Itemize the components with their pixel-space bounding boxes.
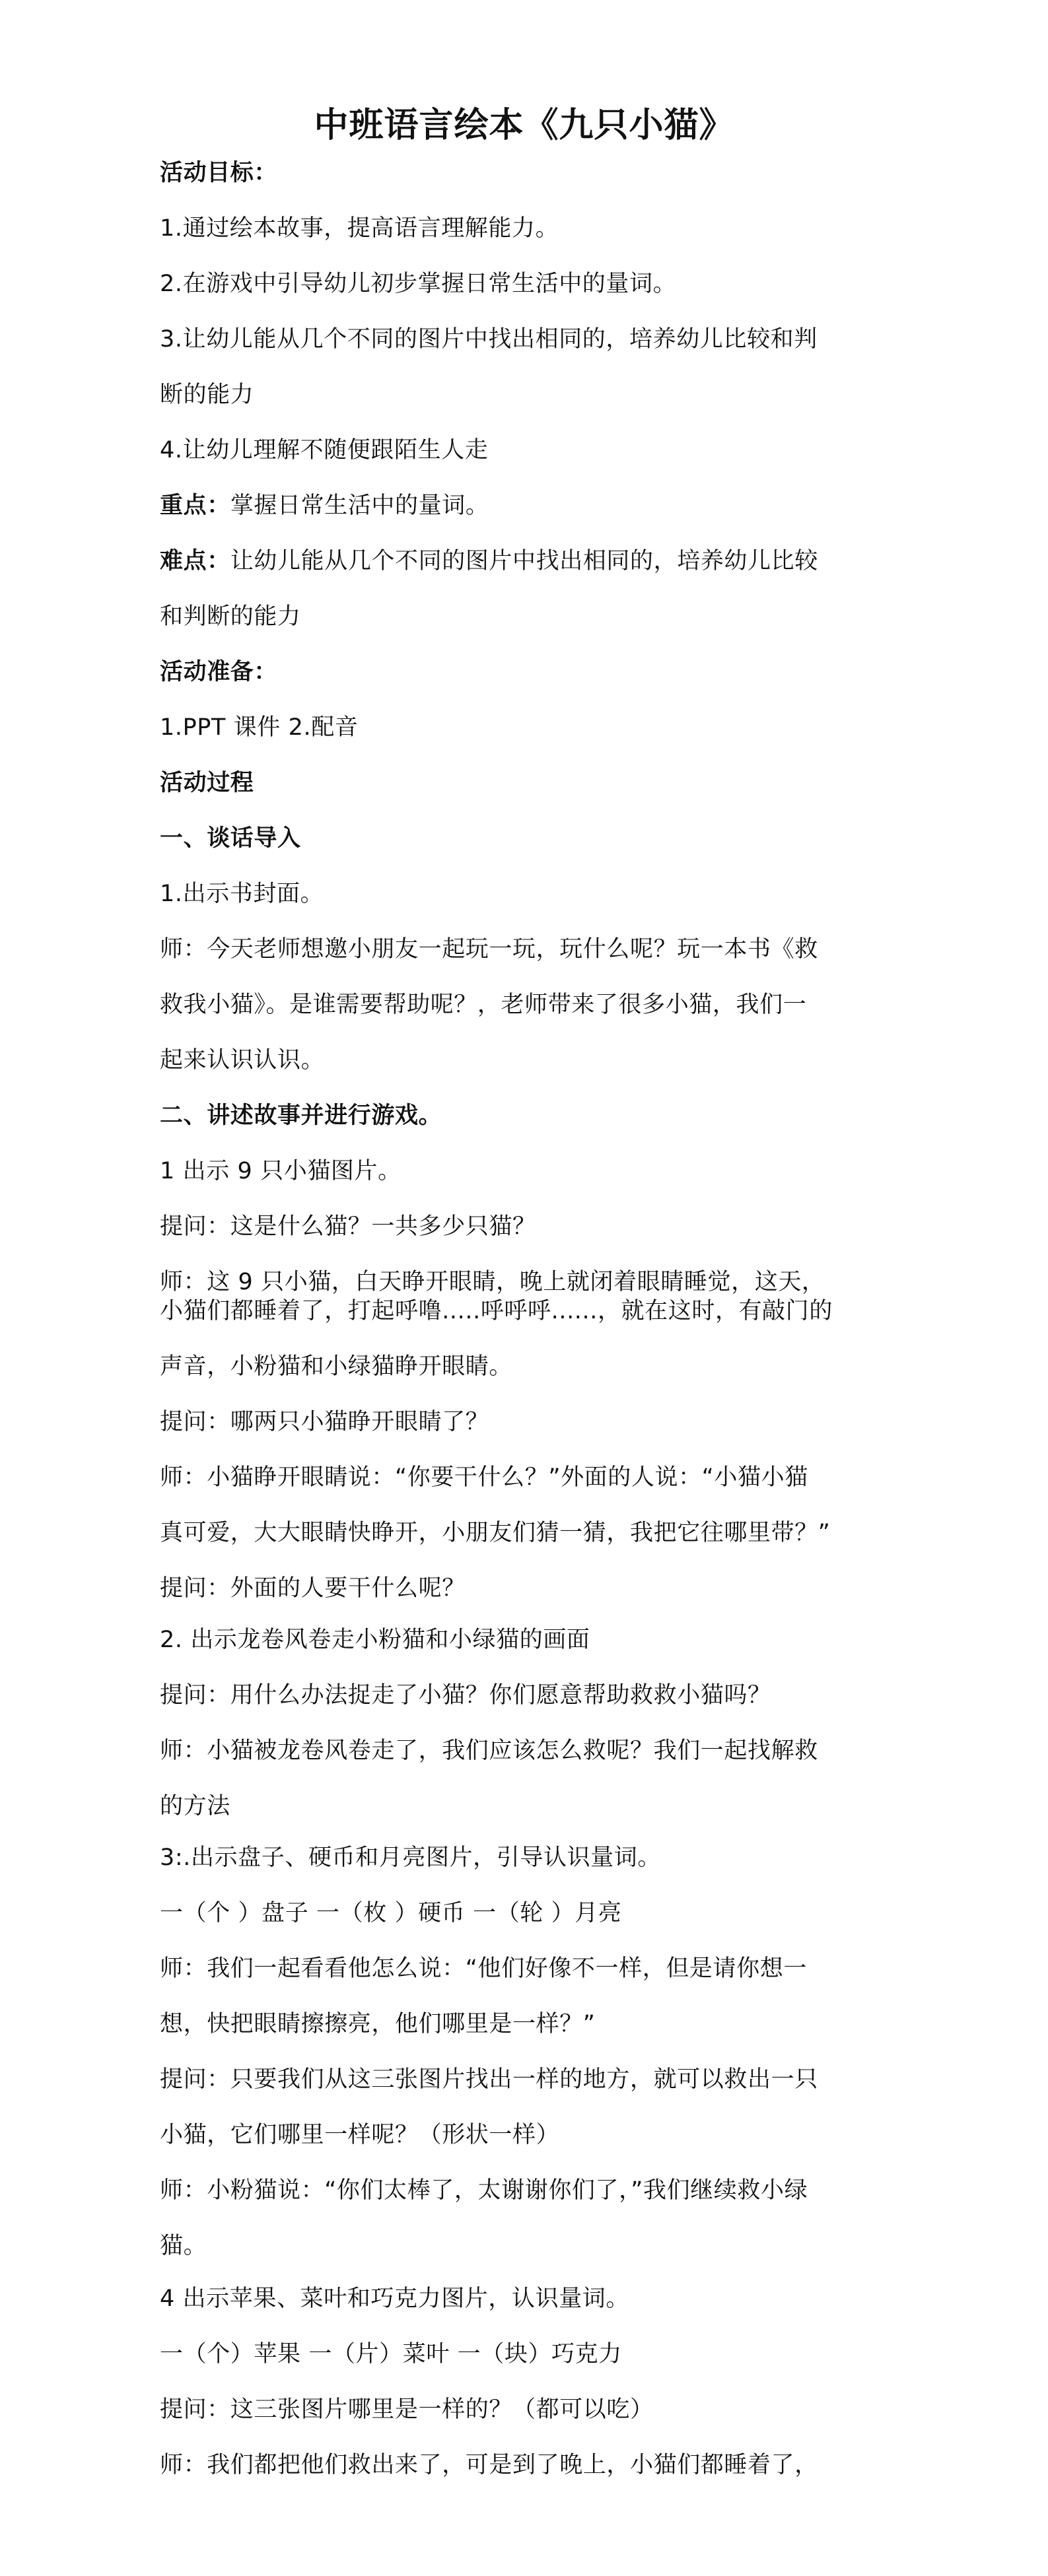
goal-item: 3.让幼儿能从几个不同的图片中找出相同的，培养幼儿比较和判 — [160, 326, 818, 353]
section2-line: 想，快把眼睛擦擦亮，他们哪里是一样？” — [160, 2011, 596, 2037]
section1-line: 救我小猫》。是谁需要帮助呢？，老师带来了很多小猫，我们一 — [160, 992, 807, 1018]
section2-line: 4 出示苹果、菜叶和巧克力图片，认识量词。 — [160, 2286, 629, 2312]
section1-line: 1.出示书封面。 — [160, 881, 324, 907]
difficulty — [160, 545, 893, 577]
goals-heading: 活动目标： — [160, 160, 278, 186]
section2-line: 师：小猫睁开眼睛说：“你要干什么？”外面的人说：“小猫小猫 — [160, 1464, 808, 1491]
section2-line: 提问：这三张图片哪里是一样的？（都可以吃） — [160, 2396, 654, 2423]
preparation-items: 1.PPT 课件 2.配音 — [160, 714, 359, 741]
section2-line: 1 出示 9 只小猫图片。 — [160, 1158, 402, 1184]
measure-word-example: 一（个 ）盘子 一（枚 ）硬币 一（轮 ）月亮 — [160, 1900, 622, 1926]
section2-line: 小猫，它们哪里一样呢？（形状一样） — [160, 2122, 560, 2148]
key-point-text: 掌握日常生活中的量词。 — [230, 492, 489, 519]
section2-line: 提问：这是什么猫？一共多少只猫？ — [160, 1213, 536, 1240]
section2-heading: 二、讲述故事并进行游戏。 — [160, 1102, 442, 1129]
section1-heading: 一、谈话导入 — [160, 825, 301, 852]
preparation-heading: 活动准备： — [160, 659, 278, 685]
section1-line: 起来认识认识。 — [160, 1047, 325, 1073]
goal-item: 1.通过绘本故事，提高语言理解能力。 — [160, 215, 559, 242]
section2-line: 提问：哪两只小猫睁开眼睛了？ — [160, 1409, 489, 1435]
section2-line: 小猫们都睡着了，打起呼噜.....呼呼呼......，就在这时，有敲门的 — [160, 1298, 833, 1324]
goal-item-continuation: 断的能力 — [160, 382, 254, 408]
section2-line: 猫。 — [160, 2233, 207, 2259]
section2-line: 提问：只要我们从这三张图片找出一样的地方，就可以救出一只 — [160, 2066, 818, 2093]
section2-line: 师：我们都把他们救出来了，可是到了晚上，小猫们都睡着了， — [160, 2452, 818, 2478]
difficulty-text: 让幼儿能从几个不同的图片中找出相同的，培养幼儿比较 — [230, 548, 818, 574]
difficulty-text-continuation: 和判断的能力 — [160, 603, 301, 630]
section2-line: 师：我们一起看看他怎么说：“他们好像不一样，但是请你想一 — [160, 1955, 807, 1982]
document-title: 中班语言绘本《九只小猫》 — [314, 106, 734, 145]
section2-line: 师：小猫被龙卷风卷走了，我们应该怎么救呢？我们一起找解救 — [160, 1738, 818, 1764]
section2-line: 2. 出示龙卷风卷走小粉猫和小绿猫的画面 — [160, 1627, 590, 1653]
process-heading: 活动过程 — [160, 770, 254, 796]
section2-line: 3:.出示盘子、硬币和月亮图片，引导认识量词。 — [160, 1845, 661, 1871]
measure-word-example: 一（个）苹果 一（片）菜叶 一（块）巧克力 — [160, 2341, 622, 2367]
section2-line: 提问：外面的人要干什么呢？ — [160, 1575, 466, 1602]
key-point — [160, 490, 893, 522]
section2-line: 的方法 — [160, 1793, 230, 1819]
difficulty-label: 难点： — [160, 548, 230, 574]
section2-line: 师：小粉猫说：“你们太棒了，太谢谢你们了，”我们继续救小绿 — [160, 2177, 808, 2204]
section2-line: 声音，小粉猫和小绿猫睁开眼睛。 — [160, 1353, 513, 1380]
section2-line: 真可爱，大大眼睛快睁开，小朋友们猜一猜，我把它往哪里带？” — [160, 1520, 831, 1546]
goal-item: 4.让幼儿理解不随便跟陌生人走 — [160, 437, 489, 463]
section1-line: 师：今天老师想邀小朋友一起玩一玩，玩什么呢？玩一本书《救 — [160, 936, 818, 963]
key-point-label: 重点： — [160, 492, 230, 519]
section2-line: 提问：用什么办法捉走了小猫？你们愿意帮助救救小猫吗？ — [160, 1682, 771, 1709]
goal-item: 2.在游戏中引导幼儿初步掌握日常生活中的量词。 — [160, 271, 677, 297]
section2-line: 师：这 9 只小猫，白天睁开眼睛，晚上就闭着眼睛睡觉，这天， — [160, 1269, 825, 1295]
